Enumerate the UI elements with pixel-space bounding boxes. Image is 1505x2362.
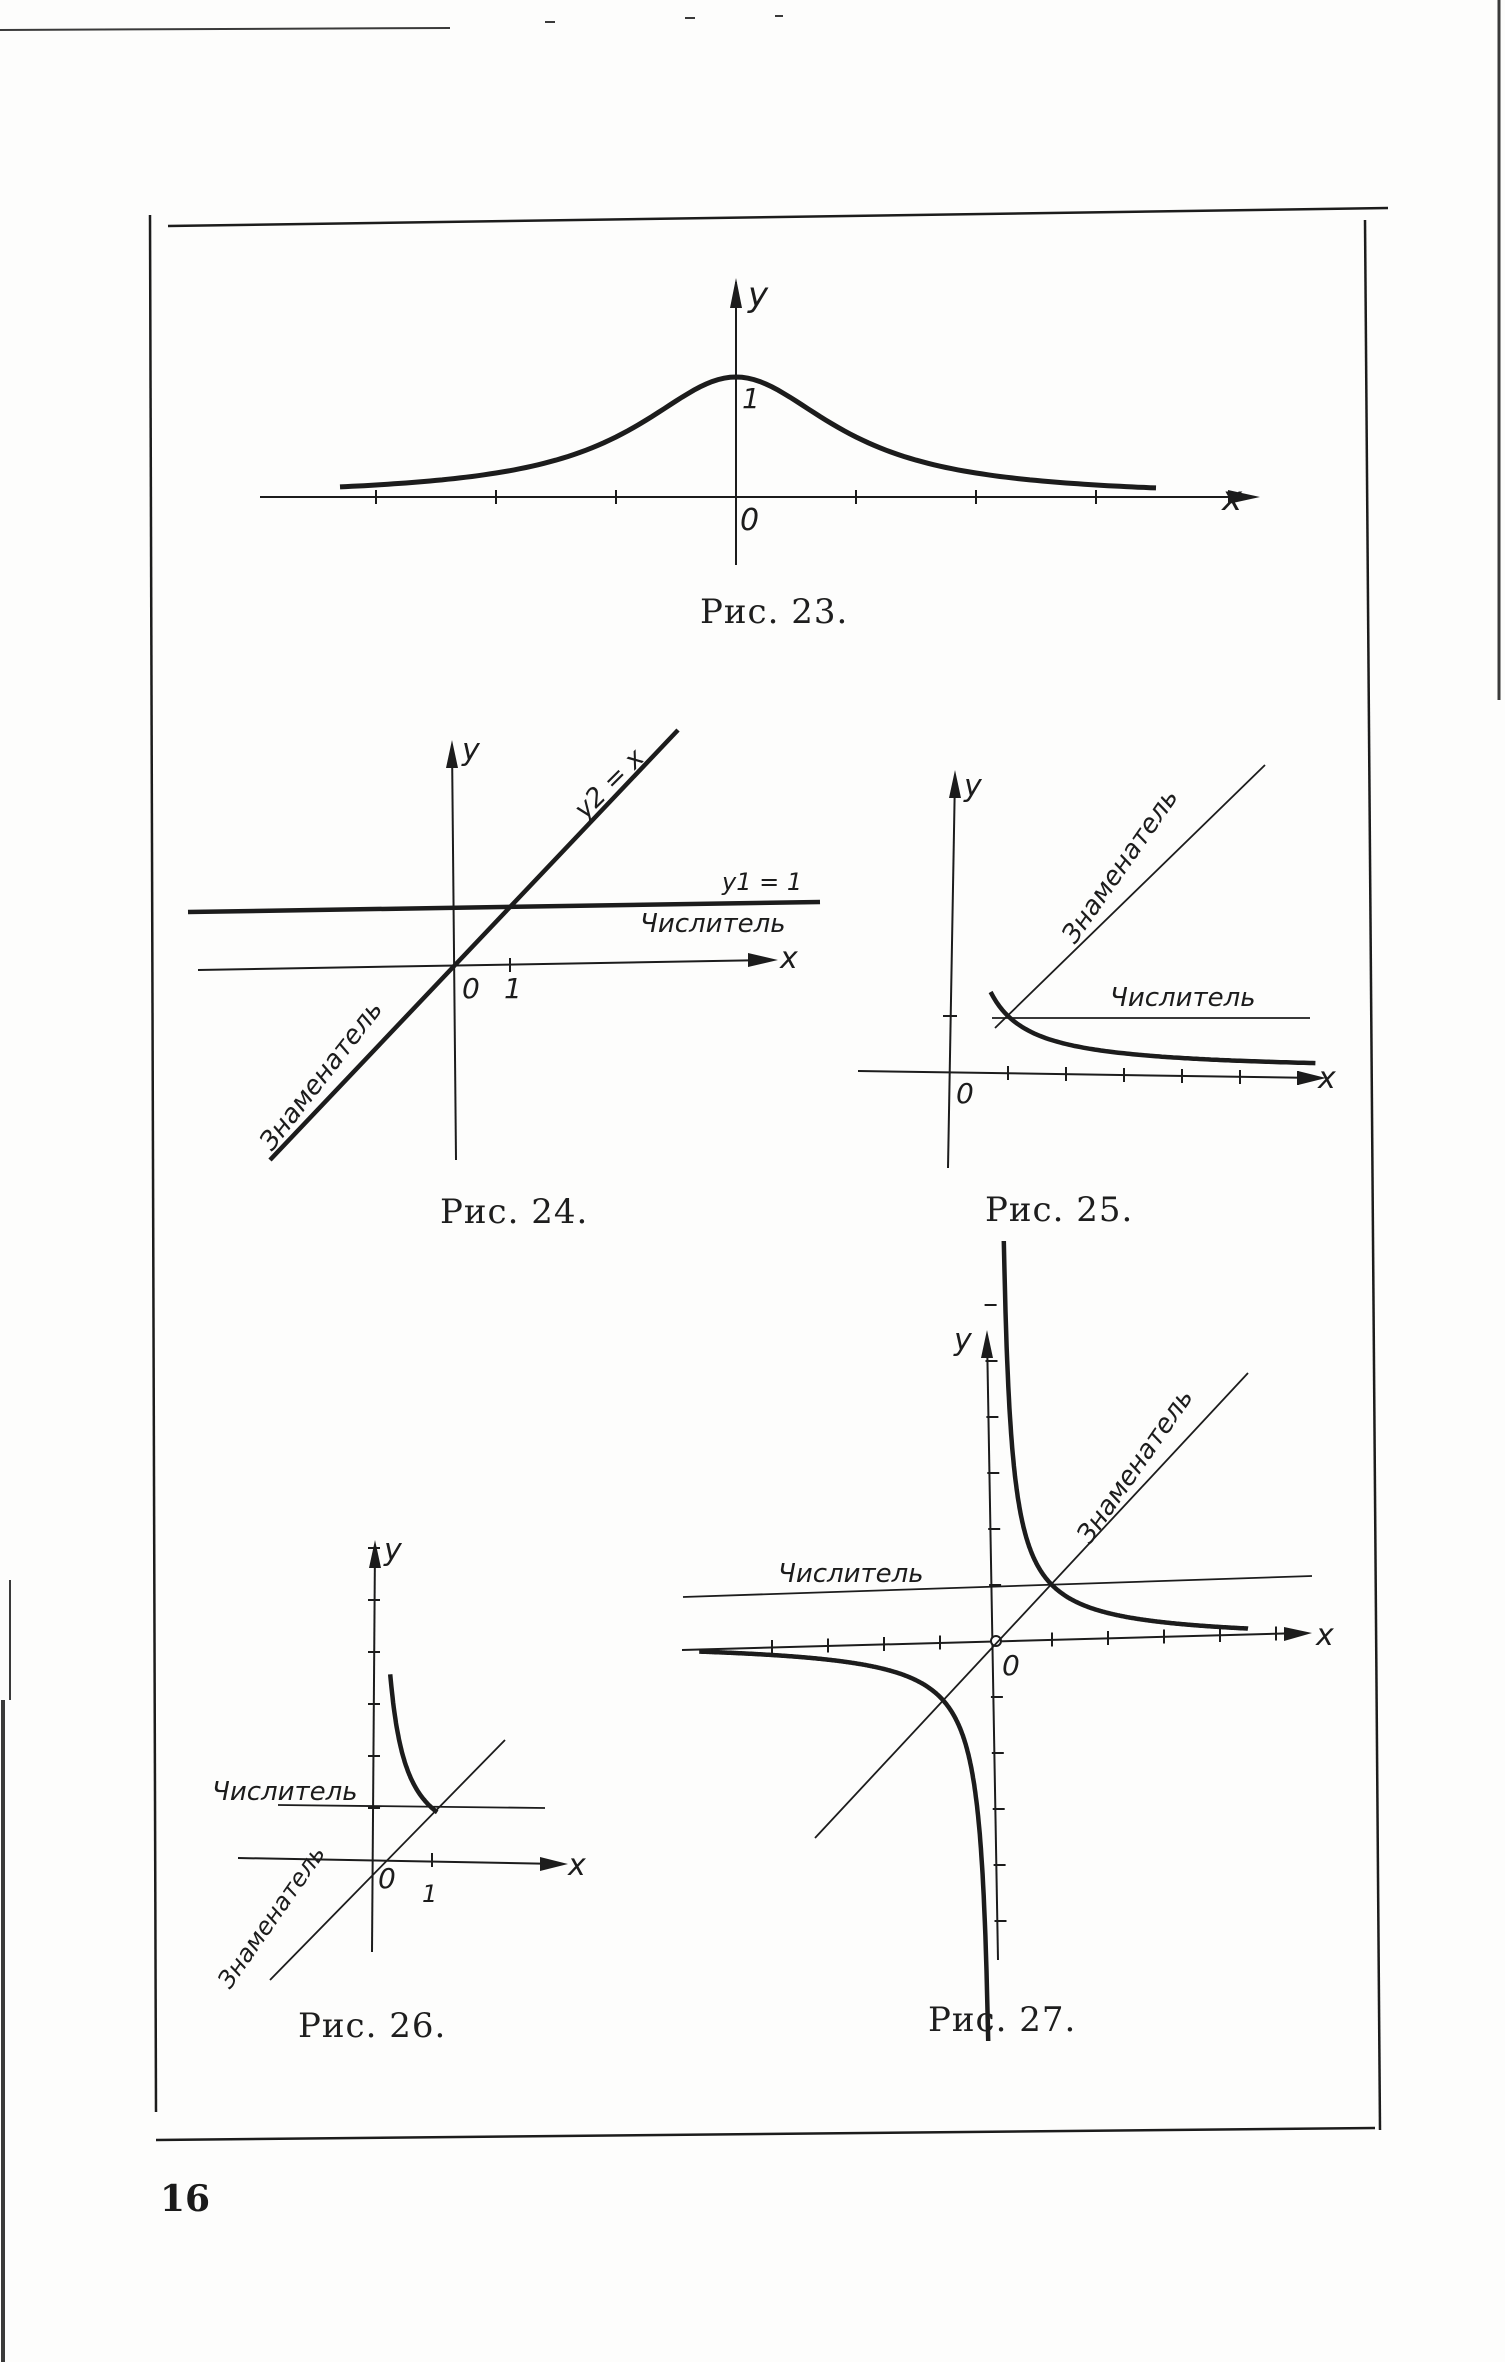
fig24-graph xyxy=(188,730,820,1160)
fig26-one-label: 1 xyxy=(422,1880,438,1908)
fig27-hyperbola-upper-branch xyxy=(1004,1241,1248,1629)
fig23-caption: Рис. 23. xyxy=(700,592,849,632)
fig26-origin-label: 0 xyxy=(378,1862,396,1895)
fig26-graph xyxy=(212,1533,586,1993)
fig24-denominator-label: Знаменатель xyxy=(253,995,390,1157)
fig27-origin-label: 0 xyxy=(1002,1649,1020,1682)
fig24-y-axis xyxy=(452,745,456,1160)
fig24-x-label: x xyxy=(780,941,798,976)
fig26-hyperbola xyxy=(390,1674,437,1812)
fig24-x-arrow xyxy=(748,953,778,967)
fig26-denominator-label: Знаменатель xyxy=(211,1840,331,1994)
fig26-caption: Рис. 26. xyxy=(298,2006,447,2046)
fig23-y-label: y xyxy=(748,275,769,315)
fig25-x-label: x xyxy=(1318,1061,1336,1096)
fig27-y-label: y xyxy=(954,1323,972,1358)
fig25-denominator-label: Знаменатель xyxy=(1056,783,1185,950)
fig24-x-axis xyxy=(198,960,770,970)
fig26-x-axis xyxy=(238,1858,560,1864)
fig27-y-arrow xyxy=(981,1330,993,1358)
fig25-y-axis xyxy=(948,775,955,1168)
fig24-origin-label: 0 xyxy=(462,972,480,1005)
fig25-y-label: y xyxy=(964,769,982,804)
fig25-y-arrow xyxy=(949,770,961,798)
fig27-denominator-label: Знаменатель xyxy=(1071,1383,1200,1550)
fig24-y-label: y xyxy=(462,733,480,768)
fig23-x-label: x xyxy=(1222,479,1243,519)
fig24-line1-label: y1 = 1 xyxy=(722,868,803,896)
fig23-graph xyxy=(260,275,1260,565)
fig24-numerator-label: Числитель xyxy=(640,909,786,939)
fig27-x-label: x xyxy=(1316,1618,1334,1653)
fig27-numerator-label: Числитель xyxy=(778,1559,924,1589)
fig27-hyperbola-lower-branch xyxy=(699,1652,988,2041)
fig26-numerator-label: Числитель xyxy=(212,1777,358,1807)
page-number: 16 xyxy=(160,2178,211,2220)
fig23-y-arrow xyxy=(730,278,742,308)
fig24-caption: Рис. 24. xyxy=(440,1192,589,1232)
fig26-y-axis xyxy=(372,1545,375,1952)
fig26-ticks xyxy=(368,1548,432,1867)
fig27-x-arrow xyxy=(1284,1627,1312,1641)
fig25-numerator-label: Числитель xyxy=(1110,983,1256,1013)
fig27-graph xyxy=(682,1241,1334,2041)
fig25-origin-label: 0 xyxy=(956,1077,974,1110)
fig27-denominator-line xyxy=(815,1373,1248,1838)
fig25-x-axis xyxy=(858,1071,1318,1078)
fig23-one-label: 1 xyxy=(742,382,760,415)
fig24-line2-label: y2 = x xyxy=(568,743,651,825)
fig25-graph xyxy=(858,765,1336,1168)
fig23-origin-label: 0 xyxy=(740,503,760,538)
fig27-caption: Рис. 27. xyxy=(928,2000,1077,2040)
fig26-x-arrow xyxy=(540,1857,568,1871)
fig26-y-arrow xyxy=(369,1540,381,1568)
fig24-one-label: 1 xyxy=(504,972,522,1005)
fig25-caption: Рис. 25. xyxy=(985,1190,1134,1230)
fig26-y-label: y xyxy=(384,1533,402,1568)
fig24-y-arrow xyxy=(446,740,458,768)
fig26-x-label: x xyxy=(568,1848,586,1883)
